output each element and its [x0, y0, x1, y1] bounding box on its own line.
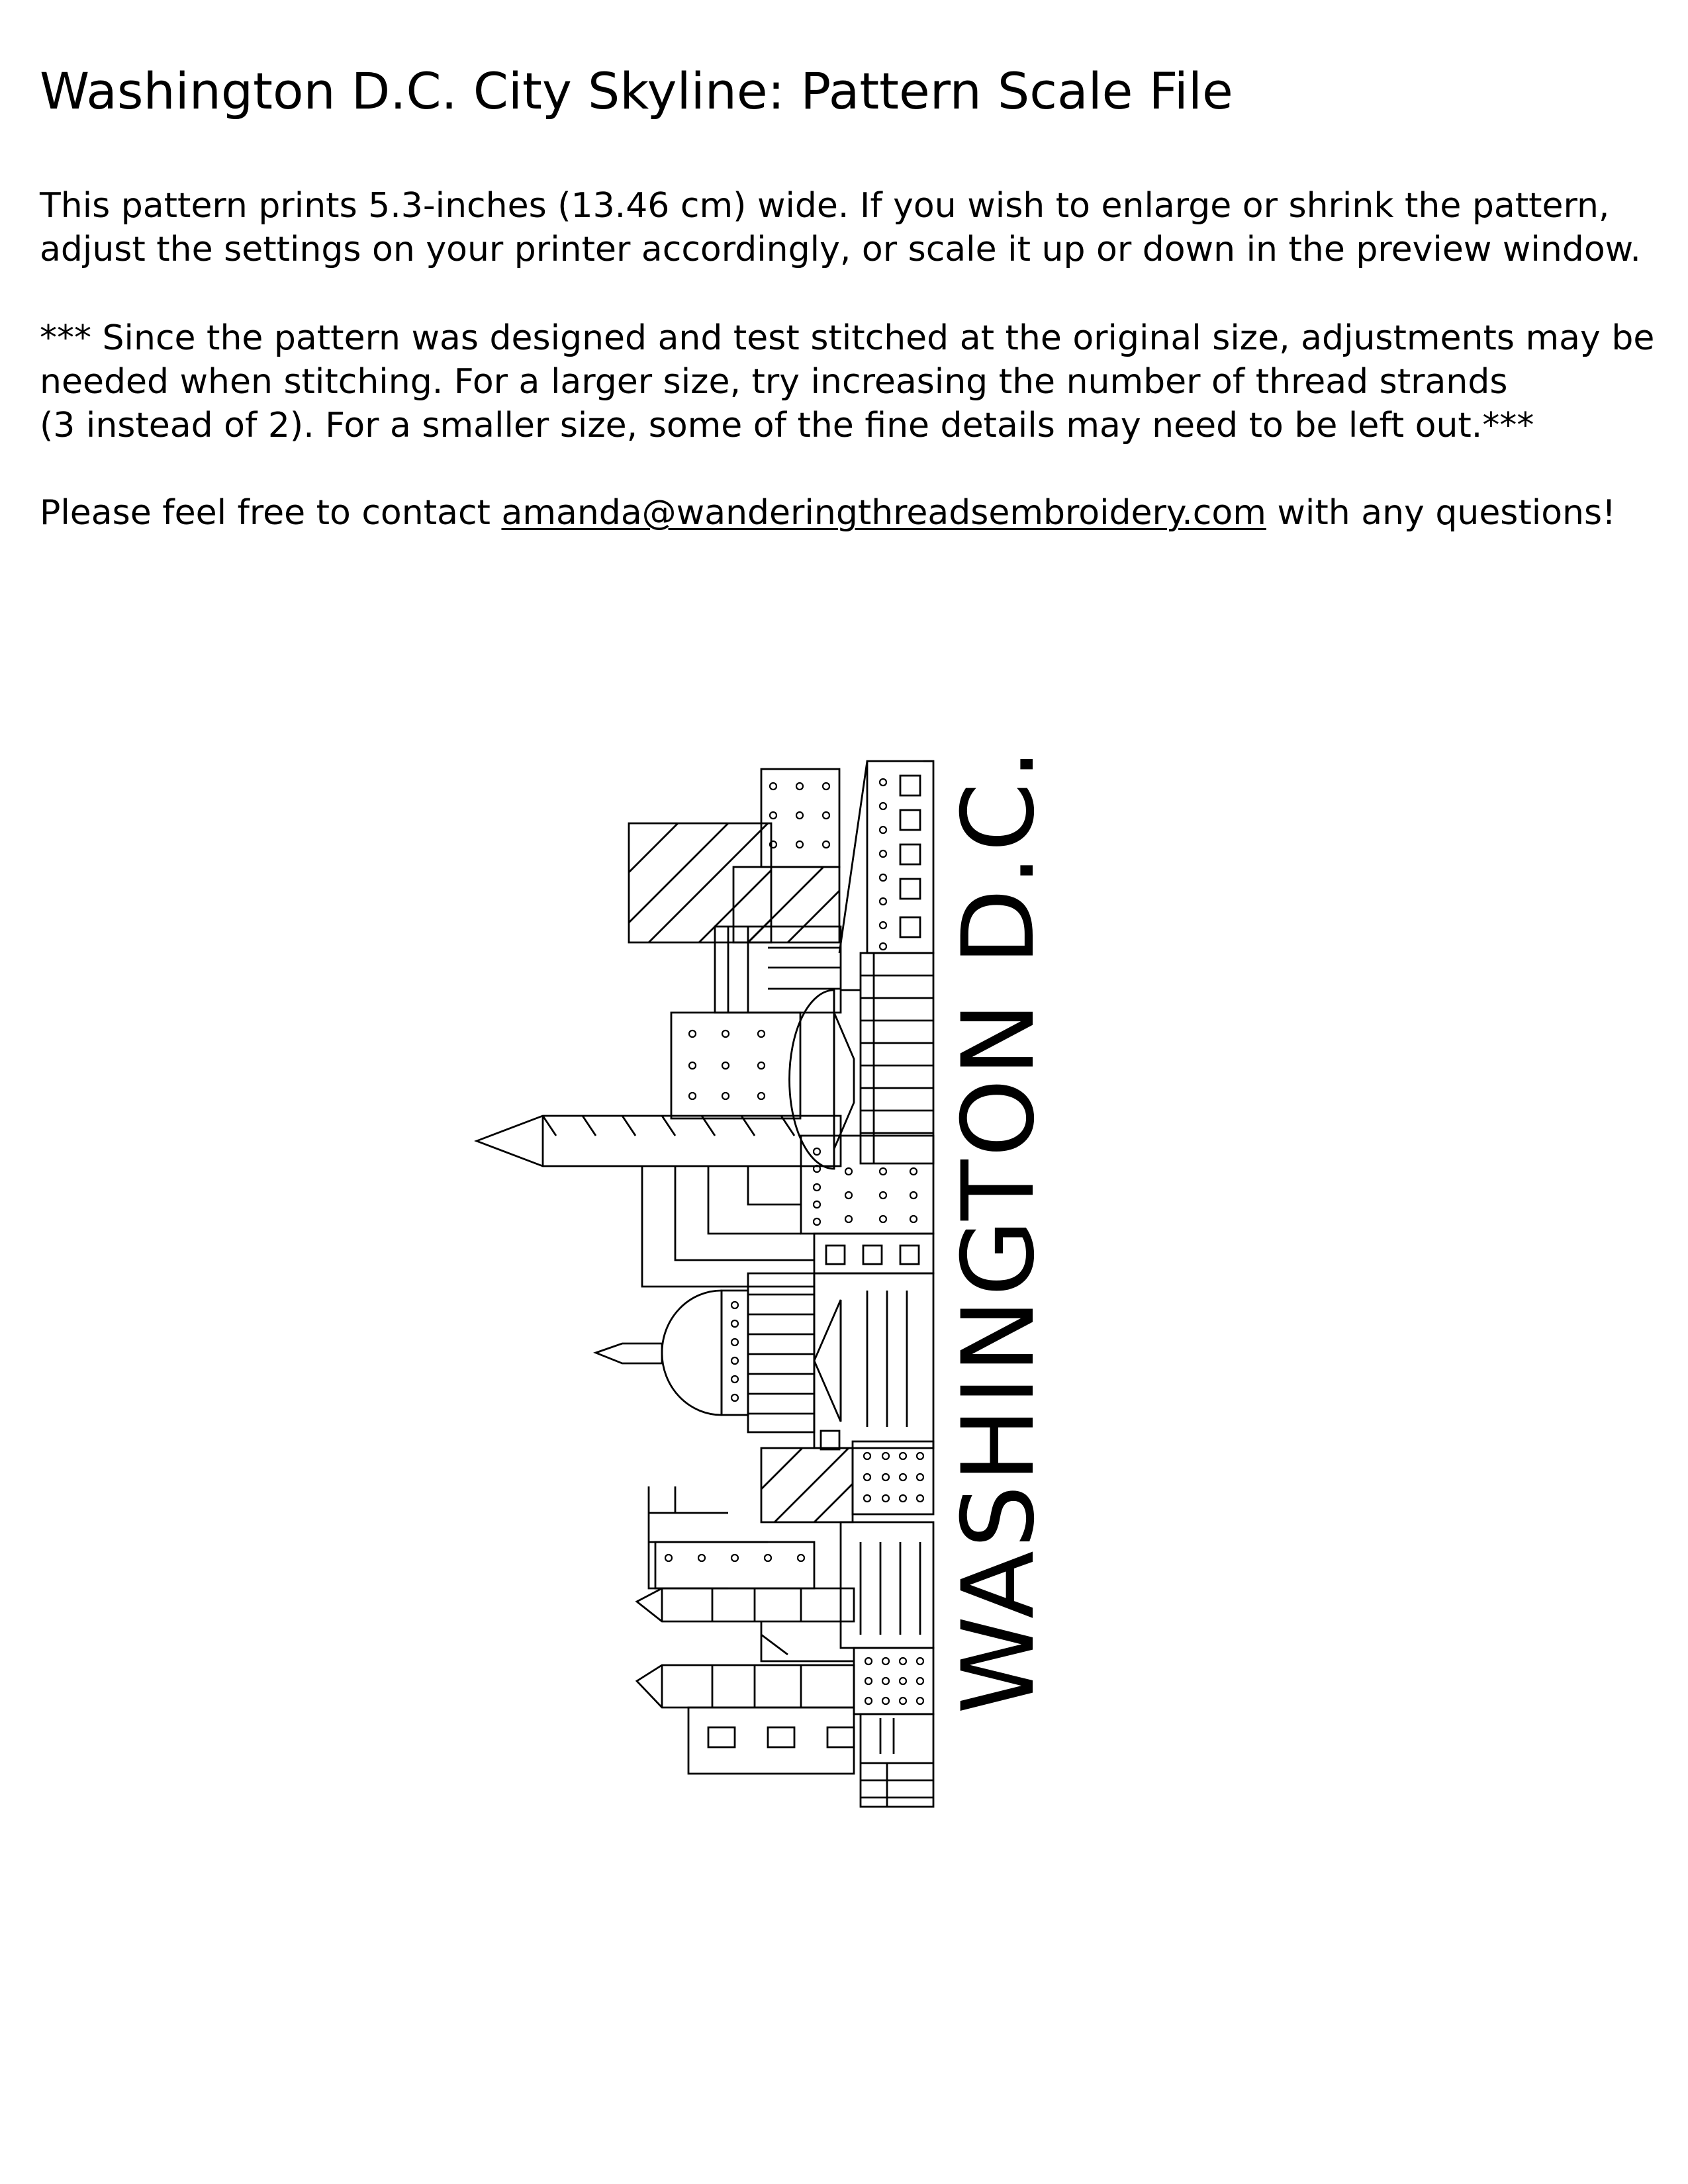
- capitol-dome: [596, 1291, 748, 1415]
- columned-building-upper: [861, 953, 933, 1163]
- lower-buildings: [637, 1448, 854, 1774]
- contact-prefix: Please feel free to contact: [40, 493, 502, 533]
- dome-building: [671, 990, 861, 1169]
- right-tower: [839, 761, 933, 953]
- stitching-note-line-3: (3 instead of 2). For a smaller size, some of the fine details may need to be left out.***: [40, 406, 1534, 445]
- washington-dc-lettering: WASHINGTON D.C.: [941, 745, 1056, 1714]
- scale-instructions-line-2: adjust the settings on your printer accordingly, or scale it up or down in the preview window.: [40, 230, 1641, 269]
- hatched-building-top: [629, 823, 839, 942]
- scale-instructions-line-1: This pattern prints 5.3-inches (13.46 cm) wide. If you wish to enlarge or shrink the pattern,: [40, 186, 1610, 226]
- pediment-building: [748, 1273, 933, 1449]
- contact-email-link[interactable]: amanda@wanderingthreadsembroidery.com: [501, 493, 1266, 533]
- contact-suffix: with any questions!: [1266, 493, 1616, 533]
- stitching-note-line-2: needed when stitching. For a larger size, try increasing the number of thread strands: [40, 362, 1508, 402]
- dotted-block-middle: [801, 1136, 933, 1234]
- stitching-note-line-1: *** Since the pattern was designed and test stitched at the original size, adjustments may be: [40, 318, 1655, 358]
- dotted-tower-top: [761, 769, 839, 867]
- washington-monument: [477, 1116, 841, 1166]
- window-row: [814, 1234, 933, 1273]
- stepped-outline: [642, 1166, 814, 1287]
- page-title: Washington D.C. City Skyline: Pattern Scale File: [40, 62, 1233, 120]
- dotted-block-lower: [853, 1441, 933, 1514]
